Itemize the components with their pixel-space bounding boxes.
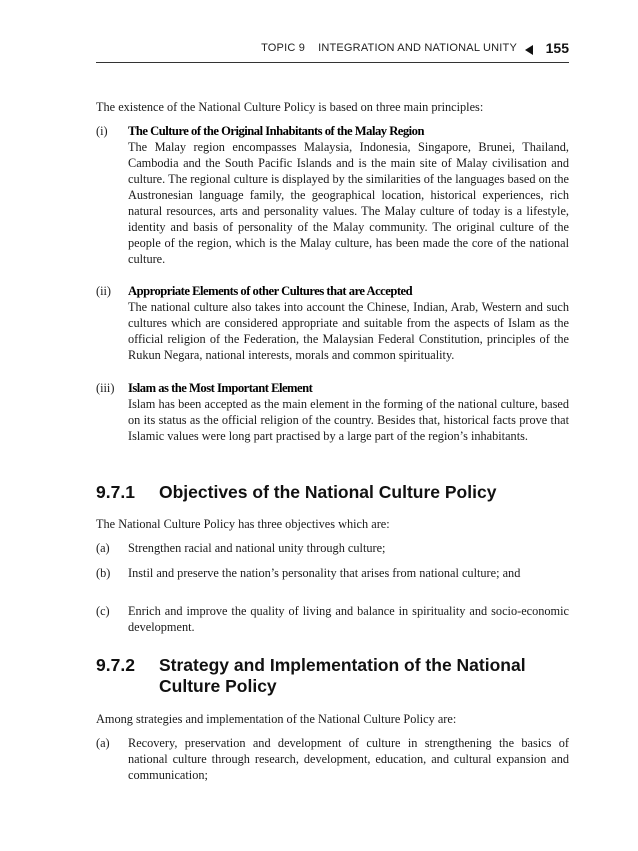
section-number: 9.7.2 bbox=[96, 655, 135, 675]
section-number: 9.7.1 bbox=[96, 482, 135, 502]
running-title: TOPIC 9 INTEGRATION AND NATIONAL UNITY bbox=[261, 42, 517, 54]
left-triangle-icon bbox=[525, 45, 533, 55]
principle-title: The Culture of the Original Inhabitants of the Malay Region bbox=[128, 124, 424, 138]
principle-item bbox=[96, 123, 569, 267]
section-title: Objectives of the National Culture Policy bbox=[159, 482, 497, 502]
principle-text: The national culture also takes into account the Chinese, Indian, Arab, Western and such cultures which are considered appropriate and suitable from the aspects of Islam as the official religion of the Federation, the Malaysian Federal Constitution, principles of the Rukun Negara, national interests, morals and common spirituality. bbox=[128, 300, 569, 362]
principle-marker: (ii) bbox=[96, 284, 112, 298]
principle-marker: (iii) bbox=[96, 381, 115, 395]
principle-title: Appropriate Elements of other Cultures that are Accepted bbox=[128, 284, 413, 298]
list-text: Instil and preserve the nation’s personality that arises from national culture; and bbox=[128, 566, 521, 580]
principle-item bbox=[96, 380, 569, 444]
principle-text: Islam has been accepted as the main element in the forming of the national culture, based on its status as the official religion of the country. Besides that, historical facts prove that Islamic values were long part practised by a large part of the region’s inhabitants. bbox=[128, 397, 569, 443]
page-number: 155 bbox=[545, 40, 569, 56]
objective-item bbox=[96, 565, 569, 581]
list-marker: (c) bbox=[96, 604, 110, 618]
list-marker: (b) bbox=[96, 566, 111, 580]
principles-intro: The existence of the National Culture Policy is based on three main principles: bbox=[96, 100, 484, 114]
section-title: Strategy and Implementation of the National Culture Policy bbox=[159, 655, 526, 696]
list-marker: (a) bbox=[96, 541, 110, 555]
section-heading-9-7-1 bbox=[96, 482, 569, 503]
strategies-intro: Among strategies and implementation of the National Culture Policy are: bbox=[96, 712, 457, 726]
objective-item bbox=[96, 540, 569, 556]
list-text: Recovery, preservation and development of culture in strengthening the basics of national culture through research, development, education, and cultural expansion and communication; bbox=[128, 736, 569, 782]
running-header bbox=[96, 38, 569, 63]
section-heading-9-7-2 bbox=[96, 655, 569, 697]
list-text: Enrich and improve the quality of living and balance in spirituality and socio-economic development. bbox=[128, 604, 569, 634]
list-text: Strengthen racial and national unity through culture; bbox=[128, 541, 386, 555]
objectives-intro: The National Culture Policy has three objectives which are: bbox=[96, 517, 390, 531]
principle-title: Islam as the Most Important Element bbox=[128, 381, 313, 395]
principle-item bbox=[96, 283, 569, 363]
objective-item bbox=[96, 603, 569, 635]
strategy-item bbox=[96, 735, 569, 783]
principle-marker: (i) bbox=[96, 124, 108, 138]
principle-text: The Malay region encompasses Malaysia, Indonesia, Singapore, Brunei, Thailand, Cambodia and the South Pacific Islands and is the main site of Malay civilisation and culture. The regional culture is displayed by the similarities of the languages based on the Austronesian language family, the geographical location, historical experiences, rich natural resources, arts and personality values. The Malay culture of today is a lifestyle, identity and basis of personality of the Malay community. The original culture of the people of the region, which is the Malay culture, has been made the core of the national culture. bbox=[128, 140, 569, 266]
list-marker: (a) bbox=[96, 736, 110, 750]
